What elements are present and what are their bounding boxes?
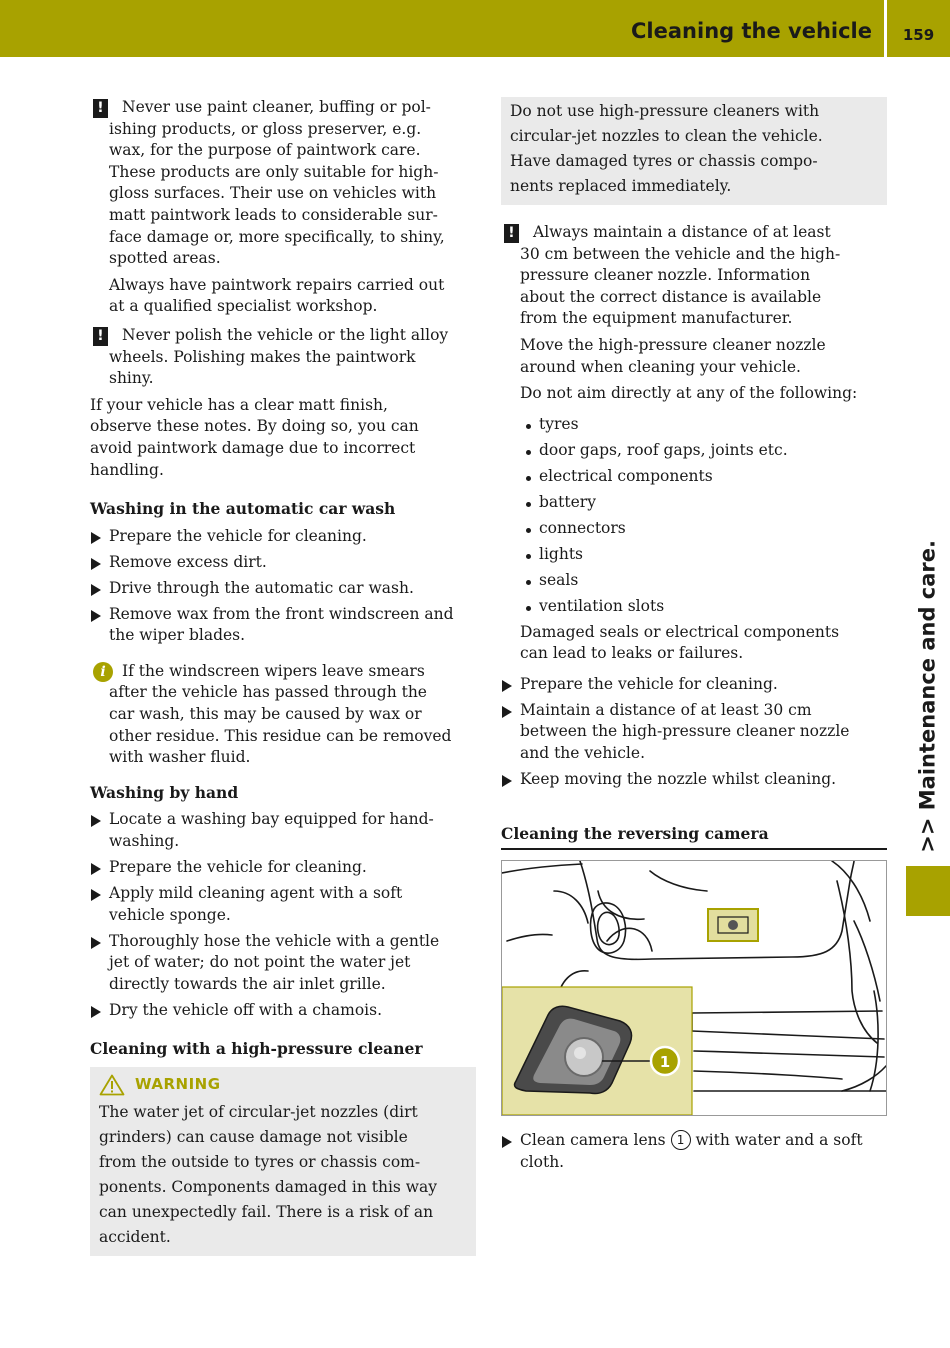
- callout-number: 1: [659, 1053, 671, 1072]
- arrow-right-icon: [502, 775, 512, 787]
- note-damaged-seals-text: Damaged seals or electrical components can lead to leaks or failures.: [520, 622, 840, 663]
- heading-washing-by-hand: Washing by hand: [90, 782, 239, 802]
- step-prepare-vehicle-hp: Prepare the vehicle for cleaning.: [501, 674, 887, 696]
- step-hose-vehicle: Thoroughly hose the vehicle with a gentle jet of water; do not point the water jet directly towards the air inlet grille.: [90, 931, 476, 996]
- matt-finish-paragraph: If your vehicle has a clear matt finish, observe these notes. By doing so, you can avoid paintwork damage due to incorrect handling.: [90, 395, 419, 479]
- left-column: [90, 97, 476, 1256]
- chapter-tab-marker: [906, 866, 950, 916]
- page-number: 159: [902, 26, 935, 44]
- step-remove-wax: Remove wax from the front windscreen and the wiper blades.: [90, 604, 476, 647]
- arrow-right-icon: [91, 889, 101, 901]
- chapter-side-label-text: >> Maintenance and care.: [916, 540, 940, 853]
- arrow-right-icon: [91, 937, 101, 949]
- warning-continuation-box: [501, 97, 887, 205]
- arrow-right-icon: [502, 706, 512, 718]
- list-item: electrical components: [501, 466, 887, 488]
- warning-box: [90, 1067, 476, 1256]
- list-item: seals: [501, 570, 887, 592]
- heading-rule: [501, 848, 887, 850]
- note-distance-text: Always maintain a distance of at least 30 cm between the vehicle and the high- pressure cleaner nozzle. Information about the correct distance is available from the equipment manufacturer.: [520, 223, 841, 328]
- step-dry-vehicle: Dry the vehicle off with a chamois.: [90, 1000, 476, 1022]
- info-icon: i: [93, 662, 113, 682]
- car-rear-camera-icon: [502, 861, 886, 1115]
- exclamation-icon: !: [504, 224, 519, 243]
- step-locate-washing-bay: Locate a washing bay equipped for hand- washing.: [90, 809, 476, 852]
- list-item: door gaps, roof gaps, joints etc.: [501, 440, 887, 462]
- arrow-right-icon: [91, 558, 101, 570]
- arrow-right-icon: [91, 863, 101, 875]
- warning-triangle-icon: [99, 1074, 125, 1096]
- note-do-not-aim-text: Do not aim directly at any of the following:: [520, 384, 858, 403]
- step-remove-dirt: Remove excess dirt.: [90, 552, 476, 574]
- step-prepare-vehicle: Prepare the vehicle for cleaning.: [90, 526, 476, 548]
- arrow-right-icon: [91, 815, 101, 827]
- note-paint-repairs-text: Always have paintwork repairs carried out at a qualified specialist workshop.: [109, 275, 445, 316]
- note-paint-cleaner: [90, 97, 476, 318]
- list-item: ventilation slots: [501, 596, 887, 618]
- list-item: battery: [501, 492, 887, 514]
- note-move-nozzle-text: Move the high-pressure cleaner nozzle around when cleaning your vehicle.: [520, 335, 826, 376]
- right-column: [501, 97, 887, 1178]
- heading-high-pressure-cleaner: Cleaning with a high-pressure cleaner: [90, 1039, 423, 1059]
- arrow-right-icon: [91, 1006, 101, 1018]
- info-wiper-smears-text: If the windscreen wipers leave smears after the vehicle has passed through the car wash, this may be caused by wax or other residue. This residue can be removed with washer fluid.: [109, 661, 452, 767]
- note-distance: [501, 222, 887, 405]
- heading-automatic-car-wash: Washing in the automatic car wash: [90, 499, 396, 519]
- step-apply-cleaning-agent: Apply mild cleaning agent with a soft vehicle sponge.: [90, 883, 476, 926]
- list-item: tyres: [501, 414, 887, 436]
- arrow-right-icon: [502, 680, 512, 692]
- arrow-right-icon: [91, 532, 101, 544]
- section-title: Cleaning the vehicle: [631, 19, 872, 43]
- step-keep-moving-nozzle: Keep moving the nozzle whilst cleaning.: [501, 769, 887, 791]
- step-prepare-vehicle-hand: Prepare the vehicle for cleaning.: [90, 857, 476, 879]
- arrow-right-icon: [91, 584, 101, 596]
- note-polish-text: Never polish the vehicle or the light alloy wheels. Polishing makes the paintwork shiny.: [109, 325, 449, 388]
- reversing-camera-illustration: [501, 860, 887, 1116]
- list-item: lights: [501, 544, 887, 566]
- note-polish: [90, 325, 476, 390]
- list-item: connectors: [501, 518, 887, 540]
- heading-reversing-camera: Cleaning the reversing camera: [501, 823, 769, 843]
- info-wiper-smears: [90, 661, 476, 769]
- step-drive-through: Drive through the automatic car wash.: [90, 578, 476, 600]
- note-paint-cleaner-text: Never use paint cleaner, buffing or pol- ishing products, or gloss preserver, e.g. wax, for the purpose of paintwork care. These products are only suitable for high- gloss surfaces. Their use on vehicles with matt paintwork leads to considerable sur- face damage or, more specifically, to shiny, spotted areas.: [109, 98, 445, 268]
- step-maintain-distance: Maintain a distance of at least 30 cm between the high-pressure cleaner nozzle and the vehicle.: [501, 700, 887, 765]
- warning-header: [99, 1070, 467, 1100]
- warning-text: The water jet of circular-jet nozzles (dirt grinders) can cause damage not visible from the outside to tyres or chassis com- ponents. Components damaged in this way can unexpectedly fail. There is a risk of an accident.: [99, 1102, 438, 1246]
- page-header: [0, 0, 950, 57]
- do-not-aim-list: [501, 414, 887, 617]
- warning-continuation-text: Do not use high-pressure cleaners with circular-jet nozzles to clean the vehicle. Have damaged tyres or chassis compo- nents replaced immediately.: [510, 102, 823, 195]
- arrow-right-icon: [91, 610, 101, 622]
- warning-label: WARNING: [135, 1075, 221, 1094]
- exclamation-icon: !: [93, 327, 108, 346]
- exclamation-icon: !: [93, 99, 108, 118]
- step-clean-camera-lens: Clean camera lens 1 with water and a soft cloth.: [501, 1130, 887, 1173]
- arrow-right-icon: [502, 1136, 512, 1148]
- callout-reference: 1: [671, 1130, 691, 1150]
